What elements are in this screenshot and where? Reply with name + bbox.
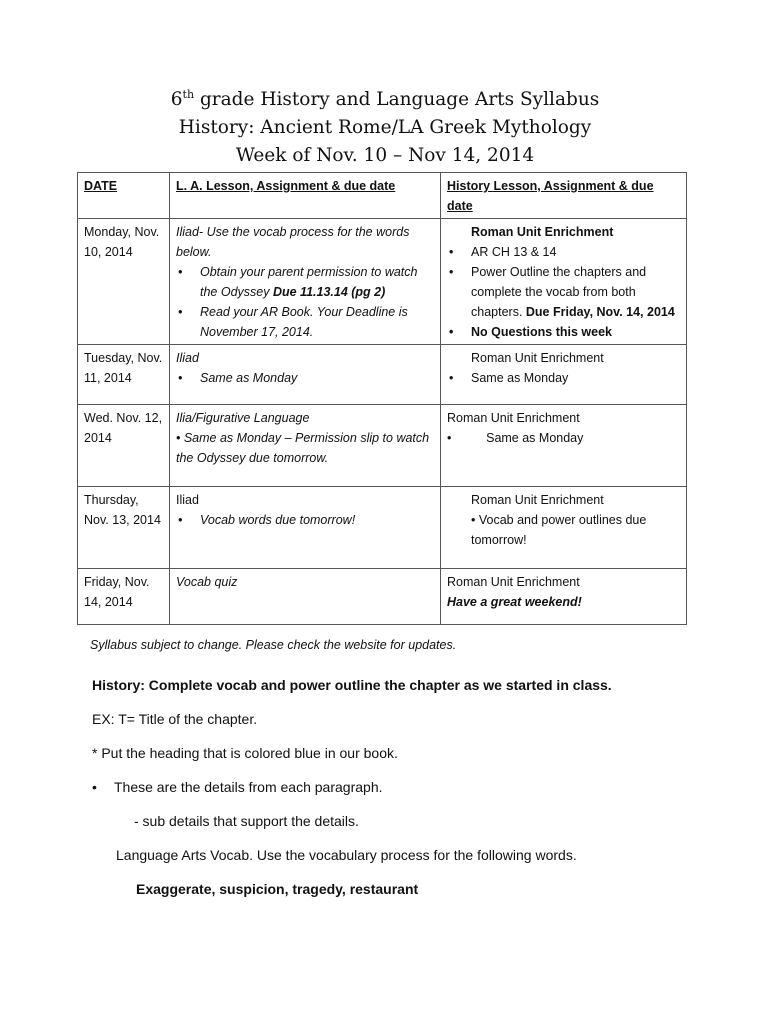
syllabus-title [0, 86, 770, 170]
la-cell: Iliad • Same as Monday [170, 345, 441, 405]
vocab-words: Exaggerate, suspicion, tragedy, restaurant [136, 881, 419, 897]
table-row [78, 487, 687, 569]
header-history: History Lesson, Assignment & due date [441, 173, 687, 219]
list-item: • Obtain your parent permission to watch the Odyssey Due 11.13.14 (pg 2) [176, 262, 435, 302]
list-item: • Read your AR Book. Your Deadline is November 17, 2014. [176, 302, 435, 342]
history-cell: Roman Unit Enrichment • AR CH 13 & 14 • Power Outline the chapters and complete the vocab from both chapters. Due Friday, Nov. 14, 2014 • No Questions this week [441, 219, 687, 345]
history-cell: Roman Unit Enrichment • Same as Monday [441, 345, 687, 405]
list-item: • Same as Monday [176, 368, 435, 388]
title-line-3: Week of Nov. 10 – Nov 14, 2014 [235, 145, 535, 166]
date-cell: Friday, Nov. 14, 2014 [78, 569, 170, 625]
list-item: • AR CH 13 & 14 [447, 242, 681, 262]
la-cell: Ilia/Figurative Language • Same as Monday – Permission slip to watch the Odyssey due tomorrow. [170, 405, 441, 487]
example-line: EX: T= Title of the chapter. [92, 711, 258, 727]
table-row [78, 569, 687, 625]
date-cell: Wed. Nov. 12, 2014 [78, 405, 170, 487]
title-line-2: History: Ancient Rome/LA Greek Mythology [178, 117, 592, 138]
list-item: • Vocab words due tomorrow! [176, 510, 435, 530]
la-cell: Iliad- Use the vocab process for the words below. • Obtain your parent permission to watch the Odyssey Due 11.13.14 (pg 2) • Read your AR Book. Your Deadline is November 17, 2014. [170, 219, 441, 345]
list-item: • Power Outline the chapters and complete the vocab from both chapters. Due Friday, Nov. 14, 2014 [447, 262, 681, 322]
syllabus-note: Syllabus subject to change. Please check the website for updates. [90, 638, 457, 652]
table-row [78, 219, 687, 345]
la-cell: Iliad • Vocab words due tomorrow! [170, 487, 441, 569]
la-cell: Vocab quiz [170, 569, 441, 625]
date-cell: Monday, Nov. 10, 2014 [78, 219, 170, 345]
la-vocab-instruction: Language Arts Vocab. Use the vocabulary process for the following words. [116, 847, 577, 863]
header-la: L. A. Lesson, Assignment & due date [170, 173, 441, 219]
list-item: • Same as Monday [447, 368, 681, 388]
sub-details-instruction: - sub details that support the details. [134, 813, 359, 829]
date-cell: Thursday, Nov. 13, 2014 [78, 487, 170, 569]
syllabus-table [77, 172, 687, 625]
details-instruction: • These are the details from each paragraph. [92, 779, 383, 795]
history-cell: Roman Unit Enrichment • Vocab and power outlines due tomorrow! [441, 487, 687, 569]
header-date: DATE [78, 173, 170, 219]
title-line-1: 6th grade History and Language Arts Syllabus [170, 87, 600, 110]
list-item: • No Questions this week [447, 322, 681, 342]
table-row [78, 345, 687, 405]
heading-instruction: * Put the heading that is colored blue in our book. [92, 745, 398, 761]
history-instructions: History: Complete vocab and power outline the chapter as we started in class. [92, 677, 612, 693]
history-cell: Roman Unit Enrichment • Same as Monday [441, 405, 687, 487]
table-row [78, 405, 687, 487]
history-cell: Roman Unit Enrichment Have a great weekend! [441, 569, 687, 625]
table-header-row [78, 173, 687, 219]
date-cell: Tuesday, Nov. 11, 2014 [78, 345, 170, 405]
